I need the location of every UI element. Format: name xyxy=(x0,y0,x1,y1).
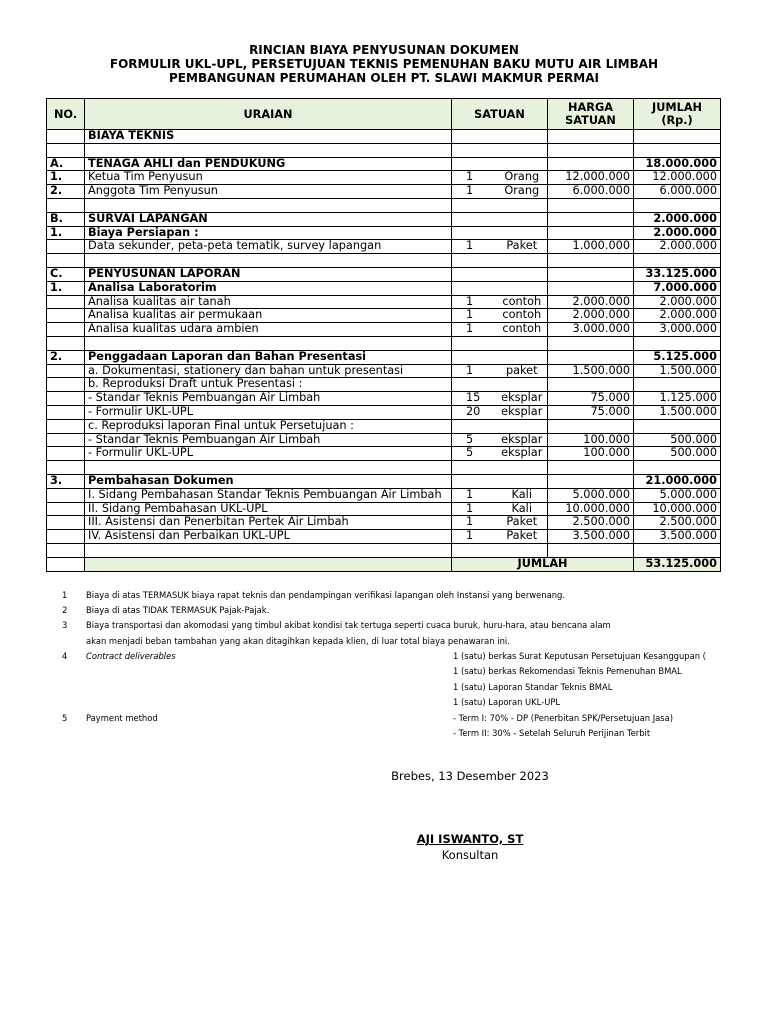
row-unit-price xyxy=(548,281,634,295)
table-row xyxy=(47,212,721,226)
row-number: 1. xyxy=(47,171,85,185)
row-unit: Kali xyxy=(497,502,548,516)
payment-term-2: - Term II: 30% - Setelah Seluruh Perijinan Terbit xyxy=(453,728,651,738)
row-number xyxy=(47,336,85,350)
header-jumlah-line-2: (Rp.) xyxy=(661,114,693,127)
row-unit xyxy=(497,543,548,557)
row-unit-price: 2.500.000 xyxy=(548,516,634,530)
row-amount: 1.125.000 xyxy=(634,392,721,406)
row-number xyxy=(47,254,85,268)
table-row xyxy=(47,198,721,212)
row-amount xyxy=(634,419,721,433)
row-quantity xyxy=(452,198,497,212)
row-unit-price: 75.000 xyxy=(548,405,634,419)
table-row xyxy=(47,543,721,557)
row-unit-price xyxy=(548,254,634,268)
row-unit-price xyxy=(548,419,634,433)
row-number xyxy=(47,309,85,323)
note-4-number: 4 xyxy=(62,651,68,661)
table-row xyxy=(47,267,721,281)
row-description: Data sekunder, peta-peta tematik, survey lapangan xyxy=(85,240,452,254)
row-number xyxy=(47,392,85,406)
row-description: Pembahasan Dokumen xyxy=(85,474,452,488)
row-unit xyxy=(497,212,548,226)
row-unit-price xyxy=(548,130,634,144)
row-amount: 1.500.000 xyxy=(634,405,721,419)
row-quantity: 1 xyxy=(452,185,497,199)
row-unit: Orang xyxy=(497,185,548,199)
row-unit-price xyxy=(548,198,634,212)
row-description: Analisa Laboratorim xyxy=(85,281,452,295)
table-header-row xyxy=(47,99,721,130)
row-description: c. Reproduksi laporan Final untuk Persetujuan : xyxy=(85,419,452,433)
table-row xyxy=(47,447,721,461)
place-date: Brebes, 13 Desember 2023 xyxy=(391,769,549,783)
row-amount: 10.000.000 xyxy=(634,502,721,516)
row-unit-price: 2.000.000 xyxy=(548,309,634,323)
row-quantity: 1 xyxy=(452,530,497,544)
total-row xyxy=(47,557,721,571)
table-row xyxy=(47,295,721,309)
row-quantity: 5 xyxy=(452,433,497,447)
row-amount xyxy=(634,254,721,268)
row-amount: 2.000.000 xyxy=(634,240,721,254)
table-row xyxy=(47,171,721,185)
row-unit-price: 100.000 xyxy=(548,433,634,447)
row-number: 2. xyxy=(47,185,85,199)
row-quantity: 20 xyxy=(452,405,497,419)
row-description: BIAYA TEKNIS xyxy=(85,130,452,144)
row-amount xyxy=(634,543,721,557)
row-description: TENAGA AHLI dan PENDUKUNG xyxy=(85,157,452,171)
row-number xyxy=(47,488,85,502)
table-row xyxy=(47,474,721,488)
row-quantity xyxy=(452,461,497,475)
row-unit-price: 6.000.000 xyxy=(548,185,634,199)
row-unit: eksplar xyxy=(497,447,548,461)
row-unit-price xyxy=(548,226,634,240)
row-description xyxy=(85,461,452,475)
note-5 xyxy=(0,713,768,727)
row-unit xyxy=(497,350,548,364)
row-unit-price: 1.000.000 xyxy=(548,240,634,254)
row-number: 3. xyxy=(47,474,85,488)
row-description: IV. Asistensi dan Perbaikan UKL-UPL xyxy=(85,530,452,544)
row-amount: 1.500.000 xyxy=(634,364,721,378)
row-number xyxy=(47,461,85,475)
row-description: Biaya Persiapan : xyxy=(85,226,452,240)
row-unit: paket xyxy=(497,364,548,378)
row-quantity xyxy=(452,336,497,350)
row-number xyxy=(47,323,85,337)
table-row xyxy=(47,405,721,419)
header-harga-line-1: HARGA xyxy=(568,101,613,114)
row-description: - Standar Teknis Pembuangan Air Limbah xyxy=(85,392,452,406)
row-description xyxy=(85,336,452,350)
table-row xyxy=(47,364,721,378)
row-number: A. xyxy=(47,157,85,171)
row-unit: contoh xyxy=(497,323,548,337)
row-number: 1. xyxy=(47,226,85,240)
row-unit-price: 1.500.000 xyxy=(548,364,634,378)
row-amount: 6.000.000 xyxy=(634,185,721,199)
table-row xyxy=(47,378,721,392)
row-amount: 12.000.000 xyxy=(634,171,721,185)
row-number: 1. xyxy=(47,281,85,295)
row-unit-price xyxy=(548,143,634,157)
table-row xyxy=(47,336,721,350)
row-number xyxy=(47,240,85,254)
note-5-item-2 xyxy=(0,728,768,742)
row-unit-price: 10.000.000 xyxy=(548,502,634,516)
table-row xyxy=(47,433,721,447)
row-unit: eksplar xyxy=(497,405,548,419)
row-unit xyxy=(497,254,548,268)
row-quantity xyxy=(452,474,497,488)
table-row xyxy=(47,323,721,337)
row-number: B. xyxy=(47,212,85,226)
row-description: - Formulir UKL-UPL xyxy=(85,447,452,461)
deliverable-2: 1 (satu) berkas Rekomendasi Teknis Pemenuhan BMAL xyxy=(453,666,682,676)
row-description: Anggota Tim Penyusun xyxy=(85,185,452,199)
row-number xyxy=(47,130,85,144)
row-unit: eksplar xyxy=(497,392,548,406)
row-quantity: 1 xyxy=(452,516,497,530)
row-unit-price: 5.000.000 xyxy=(548,488,634,502)
row-number xyxy=(47,364,85,378)
row-unit: contoh xyxy=(497,295,548,309)
row-description xyxy=(85,143,452,157)
row-quantity: 1 xyxy=(452,488,497,502)
row-description: I. Sidang Pembahasan Standar Teknis Pembuangan Air Limbah xyxy=(85,488,452,502)
row-quantity xyxy=(452,267,497,281)
header-jumlah xyxy=(634,99,721,130)
row-description: - Standar Teknis Pembuangan Air Limbah xyxy=(85,433,452,447)
row-description xyxy=(85,254,452,268)
note-4 xyxy=(0,651,768,665)
row-unit xyxy=(497,461,548,475)
note-2-text: Biaya di atas TIDAK TERMASUK Pajak-Pajak. xyxy=(86,605,270,615)
table-row xyxy=(47,530,721,544)
row-unit xyxy=(497,157,548,171)
payment-term-1: - Term I: 70% - DP (Penerbitan SPK/Persetujuan Jasa) xyxy=(453,713,674,723)
row-unit-price xyxy=(548,378,634,392)
row-unit-price xyxy=(548,350,634,364)
row-unit: contoh xyxy=(497,309,548,323)
row-unit-price: 100.000 xyxy=(548,447,634,461)
note-4-label: Contract deliverables xyxy=(86,651,176,661)
row-amount: 2.000.000 xyxy=(634,309,721,323)
table-row xyxy=(47,157,721,171)
row-quantity xyxy=(452,130,497,144)
row-number xyxy=(47,198,85,212)
row-unit: Paket xyxy=(497,530,548,544)
row-number: C. xyxy=(47,267,85,281)
note-4-item-2 xyxy=(0,666,768,680)
note-4-item-3 xyxy=(0,682,768,696)
row-quantity xyxy=(452,281,497,295)
note-5-number: 5 xyxy=(62,713,68,723)
row-description: Penggadaan Laporan dan Bahan Presentasi xyxy=(85,350,452,364)
header-harga-line-2: SATUAN xyxy=(565,114,616,127)
row-quantity: 1 xyxy=(452,309,497,323)
row-quantity xyxy=(452,350,497,364)
document-title-line-1: RINCIAN BIAYA PENYUSUNAN DOKUMEN xyxy=(249,43,519,57)
row-unit-price xyxy=(548,157,634,171)
row-description: PENYUSUNAN LAPORAN xyxy=(85,267,452,281)
row-description: III. Asistensi dan Penerbitan Pertek Air Limbah xyxy=(85,516,452,530)
deliverable-4: 1 (satu) Laporan UKL-UPL xyxy=(453,697,561,707)
row-description: a. Dokumentasi, stationery dan bahan untuk presentasi xyxy=(85,364,452,378)
row-description: II. Sidang Pembahasan UKL-UPL xyxy=(85,502,452,516)
row-number xyxy=(47,516,85,530)
note-2-number: 2 xyxy=(62,605,68,615)
row-unit-price xyxy=(548,336,634,350)
row-unit-price: 3.500.000 xyxy=(548,530,634,544)
note-3-text-line-2: akan menjadi beban tambahan yang akan ditagihkan kepada klien, di luar total biaya penawaran ini. xyxy=(86,636,510,646)
deliverable-3: 1 (satu) Laporan Standar Teknis BMAL xyxy=(453,682,613,692)
row-amount: 5.125.000 xyxy=(634,350,721,364)
row-unit-price xyxy=(548,267,634,281)
row-number xyxy=(47,502,85,516)
row-description: Ketua Tim Penyusun xyxy=(85,171,452,185)
row-quantity: 5 xyxy=(452,447,497,461)
row-description: SURVAI LAPANGAN xyxy=(85,212,452,226)
document-title-line-2: FORMULIR UKL-UPL, PERSETUJUAN TEKNIS PEMENUHAN BAKU MUTU AIR LIMBAH xyxy=(109,57,659,71)
note-3-number: 3 xyxy=(62,620,68,630)
table-row xyxy=(47,254,721,268)
table-row xyxy=(47,130,721,144)
note-5-label: Payment method xyxy=(86,713,158,723)
row-amount: 33.125.000 xyxy=(634,267,721,281)
signatory-name: AJI ISWANTO, ST xyxy=(416,832,524,846)
header-jumlah-line-1: JUMLAH xyxy=(652,101,703,114)
row-unit xyxy=(497,198,548,212)
row-description: b. Reproduksi Draft untuk Presentasi : xyxy=(85,378,452,392)
note-1-number: 1 xyxy=(62,590,68,600)
row-amount: 3.500.000 xyxy=(634,530,721,544)
signatory-role: Konsultan xyxy=(441,848,499,862)
row-amount: 2.000.000 xyxy=(634,226,721,240)
table-row xyxy=(47,419,721,433)
row-quantity xyxy=(452,157,497,171)
row-unit: Orang xyxy=(497,171,548,185)
table-row xyxy=(47,185,721,199)
row-quantity: 15 xyxy=(452,392,497,406)
row-unit-price xyxy=(548,461,634,475)
table-row xyxy=(47,226,721,240)
row-amount xyxy=(634,143,721,157)
row-unit xyxy=(497,336,548,350)
row-unit-price: 12.000.000 xyxy=(548,171,634,185)
row-amount xyxy=(634,378,721,392)
row-quantity xyxy=(452,143,497,157)
row-quantity: 1 xyxy=(452,171,497,185)
row-amount: 21.000.000 xyxy=(634,474,721,488)
row-unit xyxy=(497,267,548,281)
row-unit-price: 2.000.000 xyxy=(548,295,634,309)
table-row xyxy=(47,488,721,502)
cost-table-body xyxy=(47,130,721,558)
total-blank-uraian xyxy=(85,557,452,571)
row-number xyxy=(47,143,85,157)
row-amount: 3.000.000 xyxy=(634,323,721,337)
row-amount: 2.500.000 xyxy=(634,516,721,530)
row-number xyxy=(47,405,85,419)
row-quantity: 1 xyxy=(452,295,497,309)
row-quantity: 1 xyxy=(452,364,497,378)
row-amount: 2.000.000 xyxy=(634,295,721,309)
row-unit-price: 75.000 xyxy=(548,392,634,406)
row-unit: Kali xyxy=(497,488,548,502)
row-unit-price xyxy=(548,474,634,488)
row-description: Analisa kualitas air permukaan xyxy=(85,309,452,323)
row-number xyxy=(47,530,85,544)
row-number xyxy=(47,447,85,461)
row-quantity xyxy=(452,419,497,433)
note-3-continued xyxy=(0,636,768,650)
table-row xyxy=(47,502,721,516)
row-description: - Formulir UKL-UPL xyxy=(85,405,452,419)
row-quantity: 1 xyxy=(452,240,497,254)
row-unit-price xyxy=(548,543,634,557)
deliverable-1: 1 (satu) berkas Surat Keputusan Persetujuan Kesanggupan ( xyxy=(453,651,706,661)
row-quantity xyxy=(452,254,497,268)
row-amount: 500.000 xyxy=(634,447,721,461)
row-unit xyxy=(497,143,548,157)
total-blank-no xyxy=(47,557,85,571)
table-row xyxy=(47,516,721,530)
row-quantity: 1 xyxy=(452,502,497,516)
row-quantity xyxy=(452,226,497,240)
note-1 xyxy=(0,590,768,604)
row-amount: 7.000.000 xyxy=(634,281,721,295)
header-no: NO. xyxy=(47,99,85,130)
table-row xyxy=(47,240,721,254)
row-number xyxy=(47,433,85,447)
row-unit: eksplar xyxy=(497,433,548,447)
row-unit xyxy=(497,226,548,240)
row-description: Analisa kualitas air tanah xyxy=(85,295,452,309)
row-description xyxy=(85,543,452,557)
header-uraian: URAIAN xyxy=(85,99,452,130)
row-unit-price: 3.000.000 xyxy=(548,323,634,337)
document-title-line-3: PEMBANGUNAN PERUMAHAN OLEH PT. SLAWI MAKMUR PERMAI xyxy=(169,71,599,85)
table-row xyxy=(47,461,721,475)
row-quantity xyxy=(452,212,497,226)
table-row xyxy=(47,143,721,157)
row-amount: 500.000 xyxy=(634,433,721,447)
note-3-text: Biaya transportasi dan akomodasi yang timbul akibat kondisi tak tertuga seperti cuaca buruk, huru-hara, atau bencana alam xyxy=(86,620,611,630)
header-satuan: SATUAN xyxy=(452,99,548,130)
row-unit: Paket xyxy=(497,240,548,254)
row-amount: 2.000.000 xyxy=(634,212,721,226)
table-row xyxy=(47,392,721,406)
row-unit xyxy=(497,130,548,144)
cost-table xyxy=(46,98,721,572)
note-3 xyxy=(0,620,768,634)
row-amount: 18.000.000 xyxy=(634,157,721,171)
row-number xyxy=(47,543,85,557)
table-row xyxy=(47,350,721,364)
row-quantity xyxy=(452,543,497,557)
table-row xyxy=(47,281,721,295)
row-unit-price xyxy=(548,212,634,226)
row-amount: 5.000.000 xyxy=(634,488,721,502)
row-quantity xyxy=(452,378,497,392)
row-amount xyxy=(634,198,721,212)
row-amount xyxy=(634,336,721,350)
row-number xyxy=(47,419,85,433)
row-unit xyxy=(497,419,548,433)
table-row xyxy=(47,309,721,323)
row-number: 2. xyxy=(47,350,85,364)
row-unit: Paket xyxy=(497,516,548,530)
note-1-text: Biaya di atas TERMASUK biaya rapat teknis dan pendampingan verifikasi lapangan oleh Instansi yang berwenang. xyxy=(86,590,566,600)
row-quantity: 1 xyxy=(452,323,497,337)
row-unit xyxy=(497,474,548,488)
row-unit xyxy=(497,281,548,295)
row-description xyxy=(85,198,452,212)
row-description: Analisa kualitas udara ambien xyxy=(85,323,452,337)
total-value: 53.125.000 xyxy=(634,557,721,571)
note-4-item-4 xyxy=(0,697,768,711)
row-amount xyxy=(634,461,721,475)
row-number xyxy=(47,378,85,392)
row-number xyxy=(47,295,85,309)
note-2 xyxy=(0,605,768,619)
total-label: JUMLAH xyxy=(452,557,634,571)
row-amount xyxy=(634,130,721,144)
row-unit xyxy=(497,378,548,392)
header-harga-satuan xyxy=(548,99,634,130)
